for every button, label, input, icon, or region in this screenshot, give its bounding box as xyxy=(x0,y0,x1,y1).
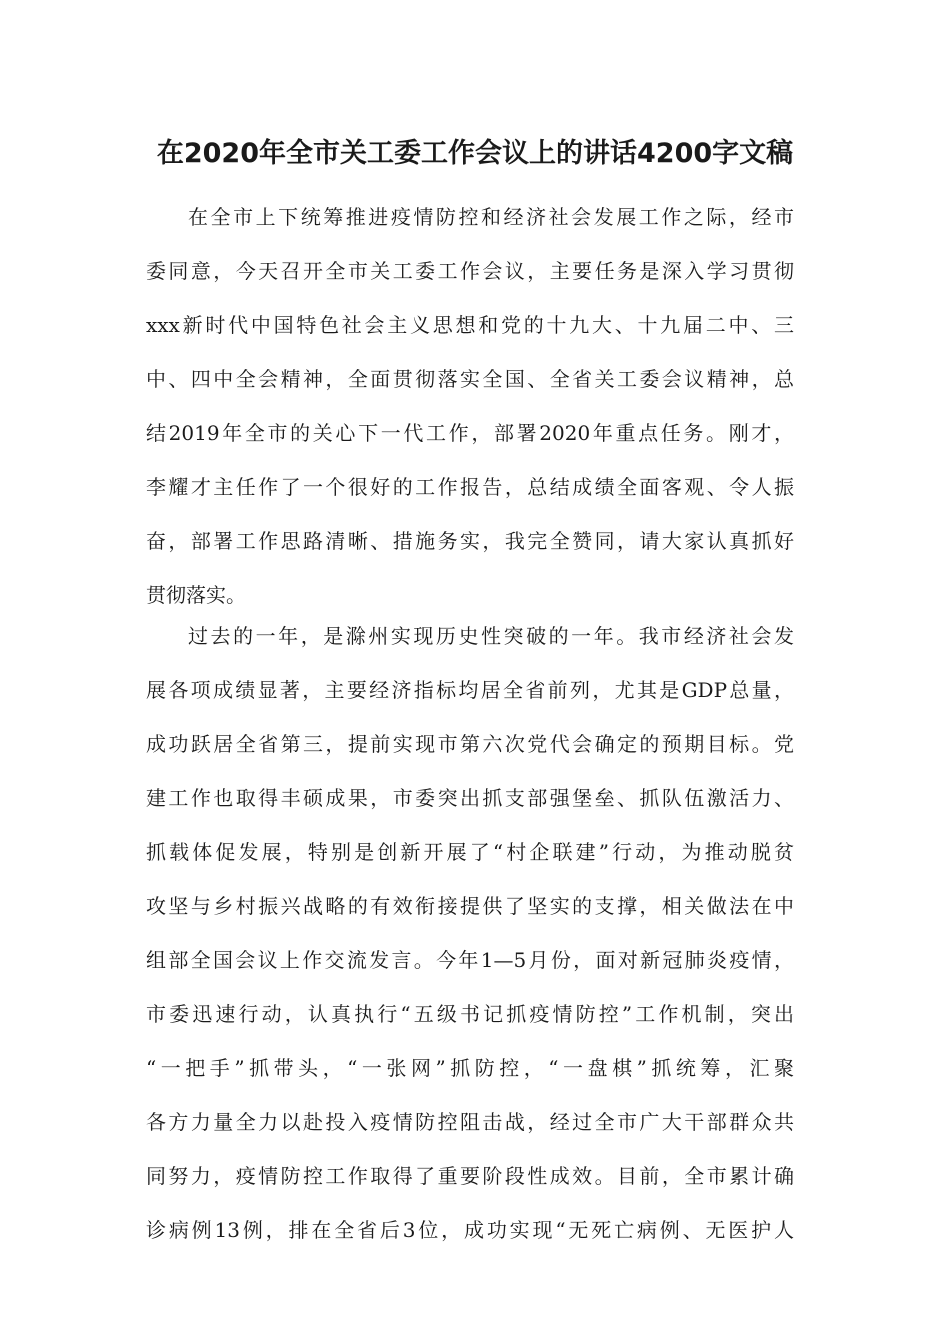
text-line: 委同意，今天召开全市关工委工作会议，主要任务是深入学习贯彻 xyxy=(146,259,794,283)
text-line: 过去的一年，是滁州实现历史性突破的一年。我市经济社会发 xyxy=(188,624,794,648)
text-line: 市委迅速行动，认真执行“五级书记抓疫情防控”工作机制，突出 xyxy=(146,1002,794,1026)
text-line: “一把手”抓带头，“一张网”抓防控，“一盘棋”抓统筹，汇聚 xyxy=(146,1056,794,1080)
text-line: 同努力，疫情防控工作取得了重要阶段性成效。目前，全市累计确 xyxy=(146,1164,794,1188)
text-line: 结2019年全市的关心下一代工作，部署2020年重点任务。刚才， xyxy=(146,421,794,445)
text-line: 攻坚与乡村振兴战略的有效衔接提供了坚实的支撑，相关做法在中 xyxy=(146,894,794,918)
paragraph-2 xyxy=(146,609,794,1257)
text-line: 在全市上下统筹推进疫情防控和经济社会发展工作之际，经市 xyxy=(188,205,794,229)
text-line: 奋，部署工作思路清晰、措施务实，我完全赞同，请大家认真抓好 xyxy=(146,529,794,553)
text-line: 贯彻落实。 xyxy=(146,583,246,607)
text-line: 展各项成绩显著，主要经济指标均居全省前列，尤其是GDP总量， xyxy=(146,678,794,702)
text-line: 诊病例13例，排在全省后3位，成功实现“无死亡病例、无医护人 xyxy=(146,1218,794,1242)
text-line: xxx新时代中国特色社会主义思想和党的十九大、十九届二中、三 xyxy=(146,313,794,337)
text-line: 各方力量全力以赴投入疫情防控阻击战，经过全市广大干部群众共 xyxy=(146,1110,794,1134)
paragraph-1 xyxy=(146,190,794,622)
text-line: 组部全国会议上作交流发言。今年1—5月份，面对新冠肺炎疫情， xyxy=(146,948,794,972)
text-line: 成功跃居全省第三，提前实现市第六次党代会确定的预期目标。党 xyxy=(146,732,794,756)
text-line: 抓载体促发展，特别是创新开展了“村企联建”行动，为推动脱贫 xyxy=(146,840,794,864)
document-title: 在2020年全市关工委工作会议上的讲话4200字文稿 xyxy=(156,138,794,169)
text-line: 李耀才主任作了一个很好的工作报告，总结成绩全面客观、令人振 xyxy=(146,475,794,499)
text-line: 中、四中全会精神，全面贯彻落实全国、全省关工委会议精神，总 xyxy=(146,367,794,391)
text-line: 建工作也取得丰硕成果，市委突出抓支部强堡垒、抓队伍激活力、 xyxy=(146,786,794,810)
